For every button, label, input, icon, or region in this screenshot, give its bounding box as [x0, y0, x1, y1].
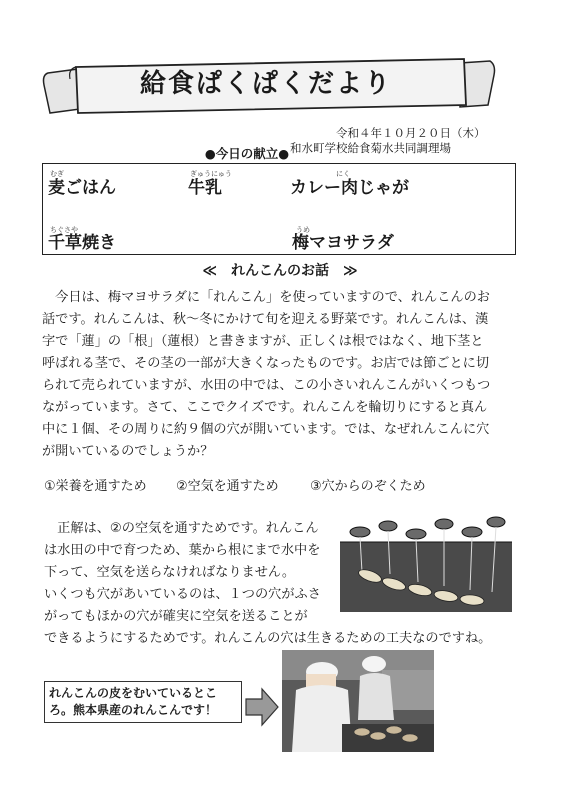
body-line: られて売られていますが、水田の中では、この小さいれんこんがいくつもつ: [42, 378, 491, 393]
kitchen-name: 和水町学校給食菊水共同調理場: [290, 141, 451, 155]
quiz-option-3: ③穴からのぞくため: [310, 479, 426, 494]
answer-line: がってもほかの穴が確実に空気を送ることが: [44, 609, 308, 624]
menu-item: 千草焼き: [48, 233, 116, 253]
menu-item: 牛乳: [188, 178, 222, 198]
menu-item-ruby: ちぐさや: [50, 226, 78, 234]
menu-item: 梅マヨサラダ: [292, 233, 394, 253]
issue-date: 令和４年１０月２０日（木）: [336, 126, 486, 140]
photo-caption-box: [44, 681, 242, 723]
answer-line: は水田の中で育つため、葉から根にまで水中を: [44, 543, 321, 558]
right-arrow-icon: [244, 687, 280, 727]
body-line: 中に１個、その周りに約９個の穴が開いています。では、なぜれんこんに穴: [42, 422, 490, 437]
body-line: が開いているのでしょうか？: [42, 444, 214, 459]
kitchen-photo: [282, 650, 434, 752]
answer-line: 下って、空気を送らなければなりません。: [44, 565, 296, 580]
body-line: 呼ばれる茎で、その茎の一部が大きくなったものです。お店では節ごとに切: [42, 356, 490, 371]
section-heading: ≪ れんこんのお話 ≫: [202, 263, 358, 279]
caption-line: ろ。熊本県産のれんこんです！: [49, 703, 218, 717]
answer-line: できるようにするためです。れんこんの穴は生きるための工夫なのですね。: [44, 631, 492, 646]
menu-item-ruby: にく: [336, 170, 350, 178]
body-line: 今日は、梅マヨサラダに「れんこん」を使っていますので、れんこんのお: [42, 290, 490, 305]
newsletter-title: 給食ぱくぱくだより: [140, 69, 393, 99]
answer-line: 正解は、②の空気を通すためです。れんこん: [44, 521, 319, 536]
menu-heading: ●今日の献立●: [204, 146, 290, 161]
menu-item-ruby: むぎ: [50, 170, 64, 178]
body-line: 字で「蓮」の「根」（蓮根）と書きますが、正しくは根ではなく、地下茎と: [42, 334, 484, 349]
menu-item: 麦ごはん: [48, 178, 116, 198]
answer-line: いくつも穴があいているのは、１つの穴がふさ: [44, 587, 321, 602]
quiz-option-1: ①栄養を通すため: [44, 479, 147, 494]
menu-item-ruby: うめ: [296, 226, 310, 234]
lotus-root-illustration: [340, 512, 512, 612]
caption-line: れんこんの皮をむいているとこ: [49, 686, 218, 700]
menu-item-ruby: ぎゅうにゅう: [190, 170, 232, 178]
body-line: 話です。れんこんは、秋〜冬にかけて旬を迎える野菜です。れんこんは、漢: [42, 312, 489, 327]
body-line: ながっています。さて、ここでクイズです。れんこんを輪切りにすると真ん: [42, 400, 488, 415]
menu-item: カレー肉じゃが: [290, 178, 409, 198]
quiz-option-2: ②空気を通すため: [176, 479, 279, 494]
